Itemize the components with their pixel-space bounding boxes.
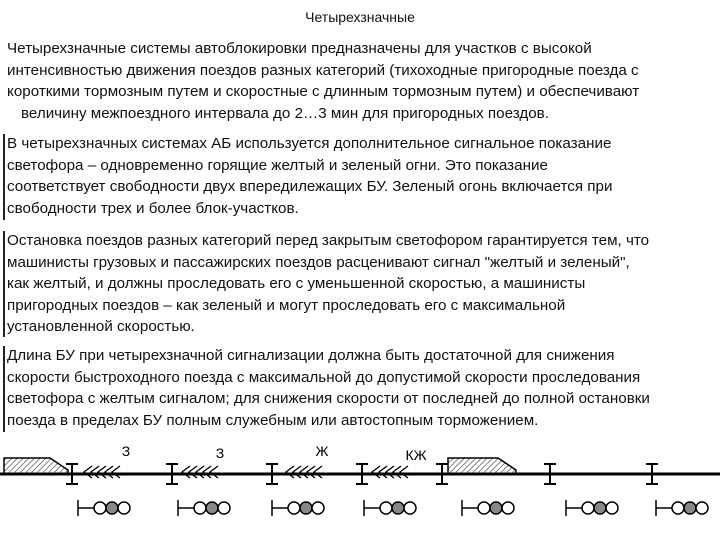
paragraph-2: [7, 133, 612, 219]
signal-scheme-diagram: [0, 430, 720, 538]
slide-title: Четырехзначные: [305, 9, 415, 25]
paragraph-divider: [3, 346, 5, 432]
paragraph-4: [7, 345, 650, 431]
train-right: [448, 458, 516, 474]
text-line: скорости быстроходного поезда с максимальной до допустимой скорости проследования: [7, 368, 641, 386]
current-arrows: [84, 466, 408, 478]
text-line: В четырехзначных системах АБ используется дополнительное сигнальное показание: [7, 135, 612, 152]
text-line: интенсивностью движения поездов разных категорий (тихоходные пригородные поезда с: [7, 61, 639, 79]
arrow-group: [84, 466, 120, 478]
text-line: величину межпоездного интервала до 2…3 мин для пригородных поездов.: [21, 104, 549, 122]
paragraph-1: [7, 38, 639, 124]
text-line: свободности трех и более блок-участков.: [7, 199, 299, 217]
arrow-group: [372, 466, 408, 478]
paragraph-divider: [3, 231, 5, 337]
paragraph-3: [7, 230, 649, 338]
signal-label: З: [215, 445, 225, 461]
arrow-group: [286, 466, 322, 478]
paragraph-divider: [3, 134, 5, 220]
signal-label: Ж: [315, 443, 329, 459]
signal-left: [78, 500, 130, 516]
signal-2: [178, 500, 230, 516]
text-line: поезда в пределах БУ полным служебным или автостопным торможением.: [7, 411, 539, 429]
arrow-group: [182, 466, 218, 478]
signal-label: КЖ: [405, 447, 427, 463]
text-line: как желтый, и должны проследовать его с уменьшенной скоростью, а машинисты: [7, 275, 586, 292]
text-line: установленной скоростью.: [7, 318, 195, 335]
train-left: [4, 458, 68, 474]
text-line: соответствует свободности двух впередилежащих БУ. Зеленый огонь включается при: [7, 178, 613, 195]
signal-lights: [78, 500, 708, 516]
signal-4: [364, 500, 416, 516]
signal-6: [566, 500, 618, 516]
text-line: Остановка поездов разных категорий перед закрытым светофором гарантируется тем, что: [7, 232, 650, 249]
text-line: светофора – одновременно горящие желтый и зеленый огни. Это показание: [7, 156, 548, 174]
text-line: Длина БУ при четырехзначной сигнализации должна быть достаточной для снижения: [7, 347, 615, 364]
signal-right: [656, 500, 708, 516]
text-line: светофора с желтым сигналом; для снижения скорости от последней до полной остановки: [7, 390, 650, 407]
signal-3: [272, 500, 324, 516]
signal-5: [462, 500, 514, 516]
text-line: пригородных поездов – как зеленый и могут проследовать его с максимальной: [7, 296, 566, 314]
signal-label: З: [121, 443, 131, 459]
text-line: машинисты грузовых и пассажирских поездов расценивают сигнал "желтый и зеленый",: [7, 253, 630, 271]
text-line: короткими тормозным путем и скоростные с длинным тормозным путем) и обеспечивают: [7, 83, 640, 100]
text-line: Четырехзначные системы автоблокировки предназначены для участков с высокой: [7, 40, 592, 57]
